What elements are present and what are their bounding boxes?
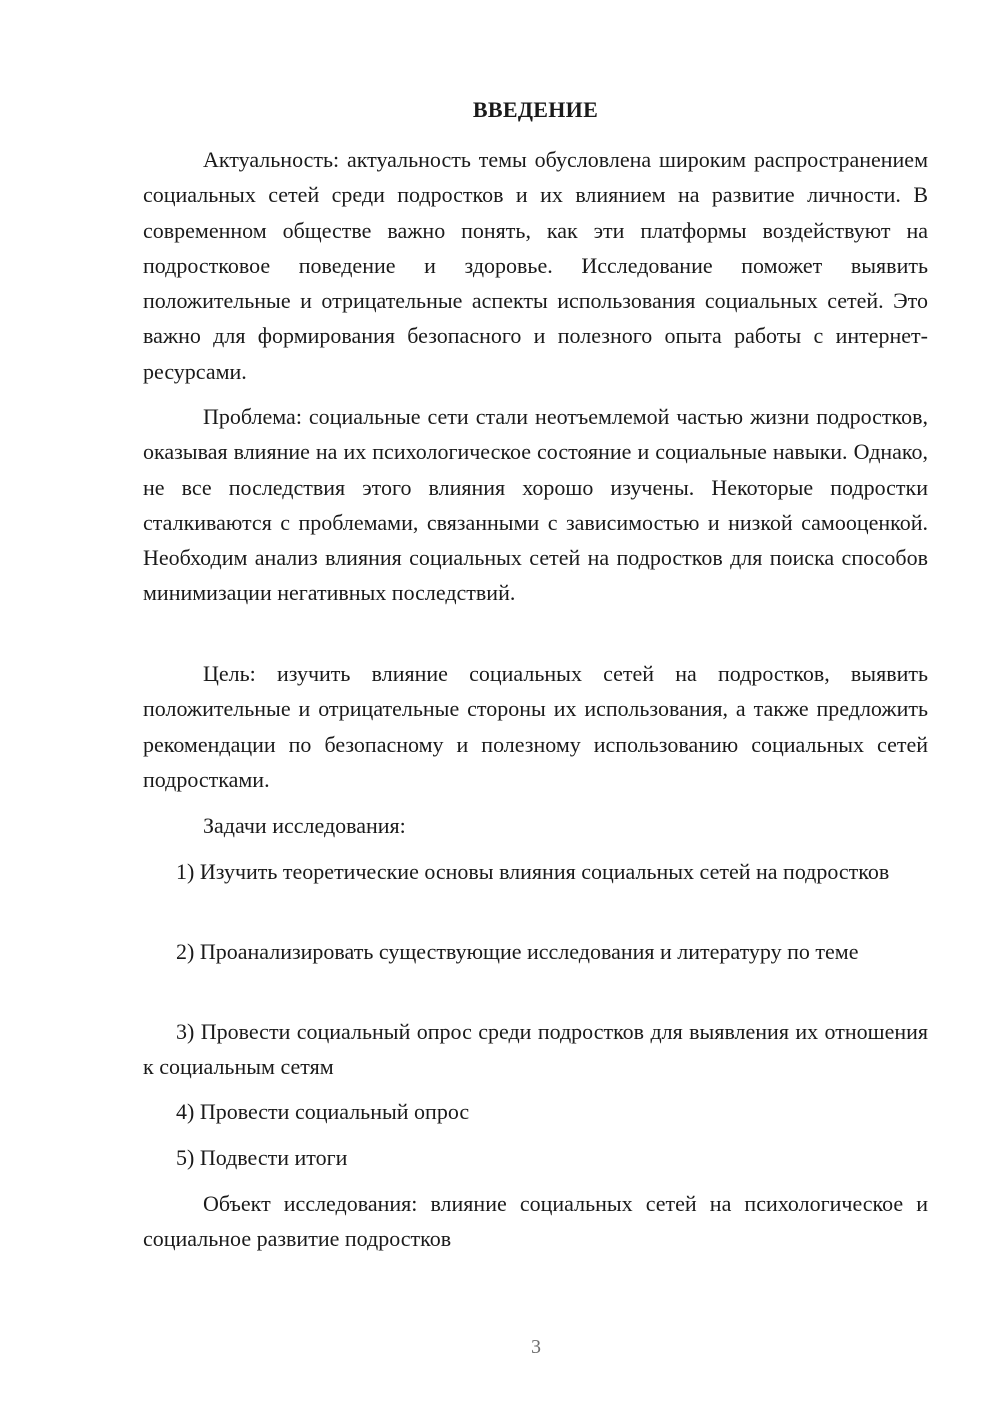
task-list-item: 5) Подвести итоги [176,1145,348,1170]
goal-paragraph: Цель: изучить влияние социальных сетей на подростков, выявить положительные и отрицательные стороны их использования, а также предложить рекомендации по безопасному и полезному использованию социальных сетей подростками. [143,661,928,792]
task-list-item: 3) Провести социальный опрос среди подростков для выявления их отношения к социальным сетям [143,1019,928,1080]
object-paragraph: Объект исследования: влияние социальных сетей на психологическое и социальное развитие подростков [143,1191,928,1252]
problem-paragraph: Проблема: социальные сети стали неотъемлемой частью жизни подростков, оказывая влияние на их психологическое состояние и социальные навыки. Однако, не все последствия этого влияния хорошо изучены. Некоторые подростки сталкиваются с проблемами, связанными с зависимостью и низкой самооценкой. Необходим анализ влияния социальных сетей на подростков для поиска способов минимизации негативных последствий. [143,404,928,606]
task-list-item: 2) Проанализировать существующие исследования и литературу по теме [176,939,859,964]
section-heading: ВВЕДЕНИЕ [472,97,599,122]
relevance-paragraph: Актуальность: актуальность темы обусловлена широким распространением социальных сетей среди подростков и их влиянием на развитие личности. В современном обществе важно понять, как эти платформы воздействуют на подростковое поведение и здоровье. Исследование поможет выявить положительные и отрицательные аспекты использования социальных сетей. Это важно для формирования безопасного и полезного опыта работы с интернет-ресурсами. [143,147,928,384]
task-list-item: 4) Провести социальный опрос [176,1099,470,1124]
task-list-item: 1) Изучить теоретические основы влияния социальных сетей на подростков [176,859,890,884]
page-number: 3 [531,1336,541,1358]
tasks-heading: Задачи исследования: [203,813,406,838]
